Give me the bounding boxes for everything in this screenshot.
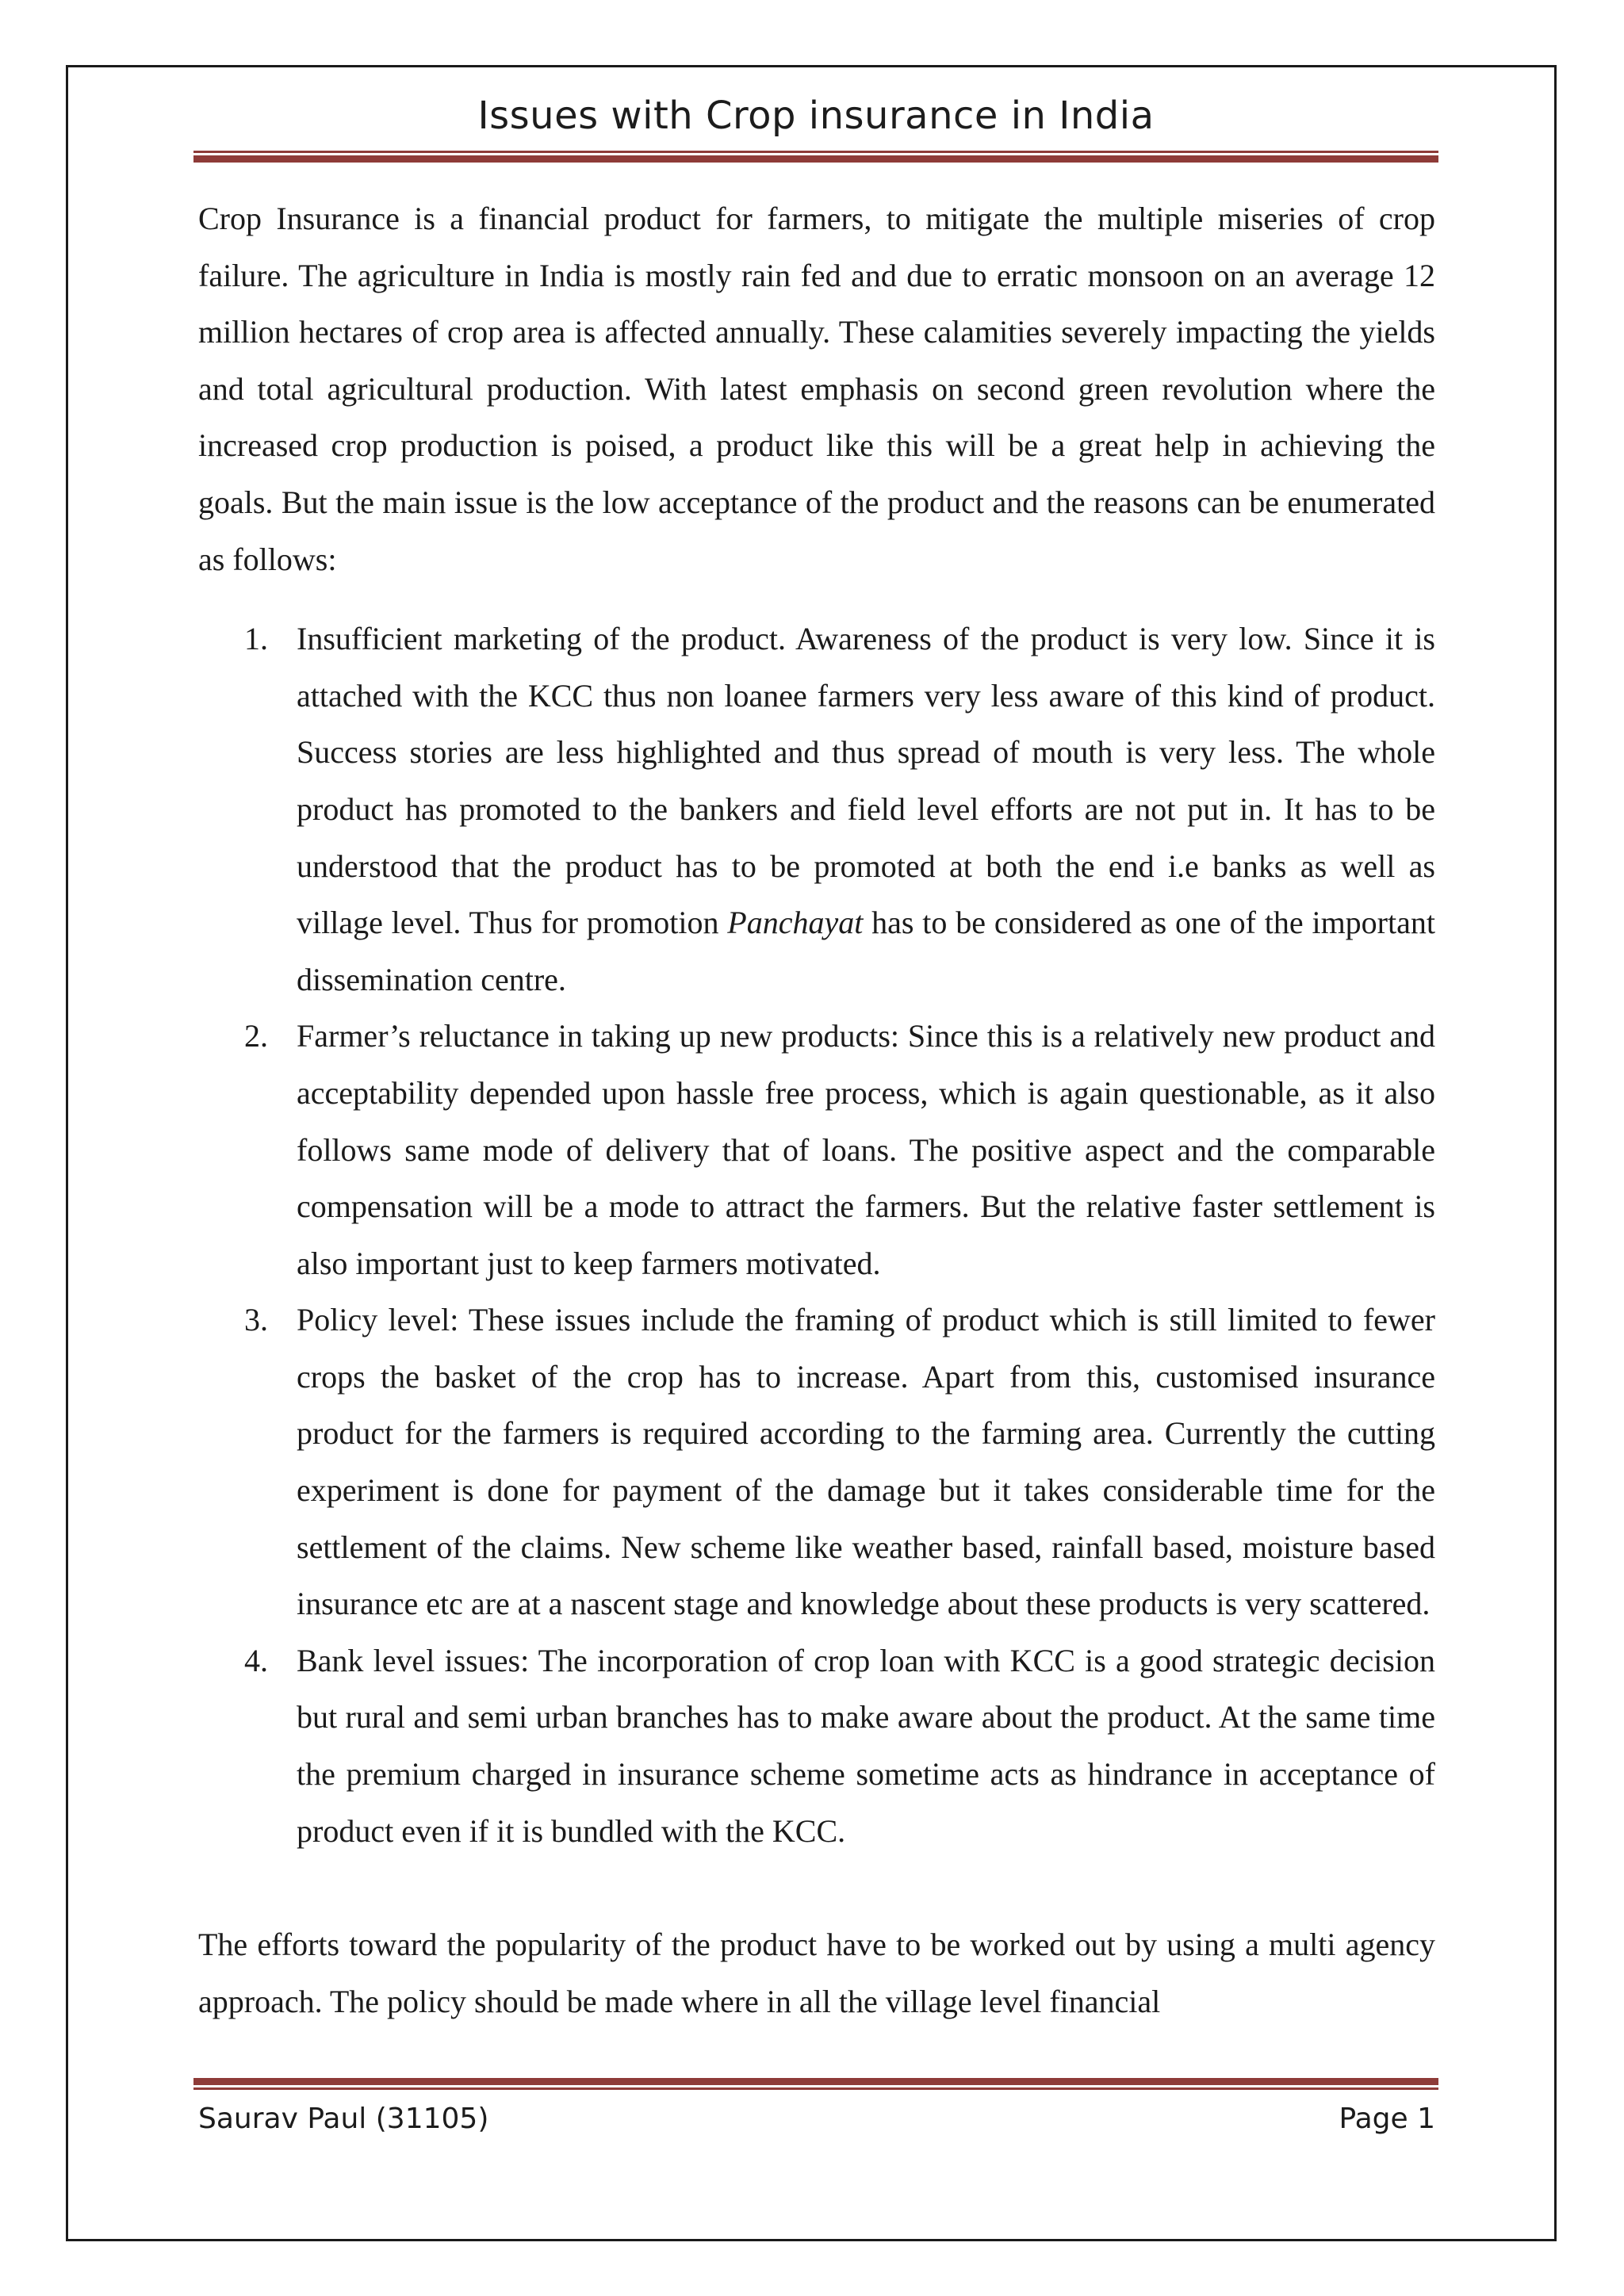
header-rule: [193, 151, 1438, 163]
closing-paragraph: The efforts toward the popularity of the product have to be worked out by using a multi agency approach. The policy should be made where in all the village level financial: [198, 1927, 1435, 2019]
emphasized-term: Panchayat: [727, 905, 864, 941]
list-item-text-continued: has to be considered as one of the important dissemination centre.: [297, 905, 1435, 997]
footer-page-number: Page 1: [1339, 2103, 1435, 2135]
list-item-text: Insufficient marketing of the product. Awareness of the product is very low. Since it is attached with the KCC thus non loanee farmers very less aware of this kind of product. Success stories are less highlighted and thus spread of mouth is very less. The whole product has promoted to the bankers and field level efforts are not put in. It has to be understood that the product has to be promoted at both the end i.e banks as well as village level. Thus for promotion: [297, 621, 1435, 941]
list-item-text: Farmer’s reluctance in taking up new products: Since this is a relatively new product and acceptability depended upon hassle free process, which is again questionable, as it also follows same mode of delivery that of loans. The positive aspect and the comparable compensation will be a mode to attract the farmers. But the relative faster settlement is also important just to keep farmers motivated.: [297, 1018, 1435, 1281]
list-item: [198, 1292, 1435, 1632]
list-item-text: Bank level issues: The incorporation of crop loan with KCC is a good strategic decision but rural and semi urban branches has to make aware about the product. At the same time the premium charged in insurance scheme sometime acts as hindrance in acceptance of product even if it is bundled with the KCC.: [297, 1642, 1435, 1849]
list-item: [198, 610, 1435, 1008]
list-item-number: 4.: [244, 1642, 268, 1678]
list-item-number: 1.: [244, 621, 268, 657]
document-body: [198, 190, 1435, 2030]
list-item: [198, 1632, 1435, 1859]
intro-paragraph: Crop Insurance is a financial product for farmers, to mitigate the multiple miseries of crop failure. The agriculture in India is mostly rain fed and due to erratic monsoon on an average 12 million hectares of crop area is affected annually. These calamities severely impacting the yields and total agricultural production. With latest emphasis on second green revolution where the increased crop production is poised, a product like this will be a great help in achieving the goals. But the main issue is the low acceptance of the product and the reasons can be enumerated as follows:: [198, 201, 1435, 577]
footer-author: Saurav Paul (31105): [198, 2103, 489, 2135]
document-title: Issues with Crop insurance in India: [477, 94, 1155, 138]
issues-list: [198, 610, 1435, 1859]
list-item-number: 3.: [244, 1302, 268, 1338]
list-item-number: 2.: [244, 1018, 268, 1054]
list-item: [198, 1008, 1435, 1292]
list-item-text: Policy level: These issues include the framing of product which is still limited to fewer crops the basket of the crop has to increase. Apart from this, customised insurance product for the farmers is required according to the farming area. Currently the cutting experiment is done for payment of the damage but it takes considerable time for the settlement of the claims. New scheme like weather based, rainfall based, moisture based insurance etc are at a nascent stage and knowledge about these products is very scattered.: [297, 1302, 1435, 1622]
footer-rule: [193, 2078, 1438, 2090]
